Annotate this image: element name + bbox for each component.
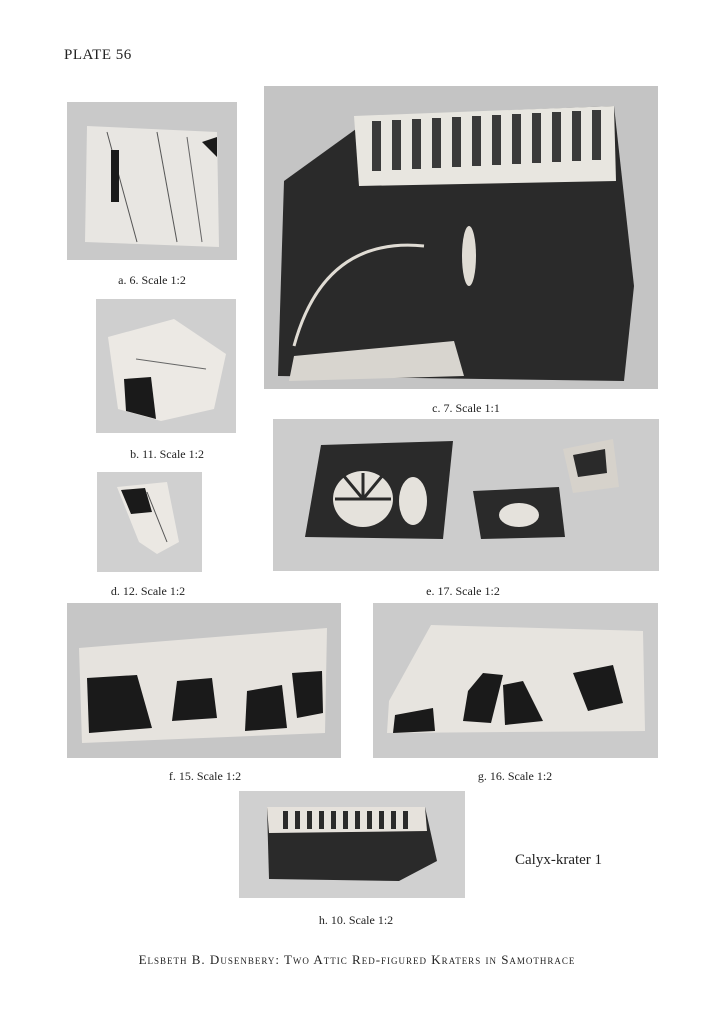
photo-fragment-g — [373, 603, 658, 758]
object-label: Calyx-krater 1 — [515, 852, 603, 868]
caption-f: f. 15. Scale 1:2 — [168, 769, 242, 783]
fragment-d-image — [97, 472, 202, 572]
caption-b: b. 11. Scale 1:2 — [130, 447, 204, 461]
photo-fragment-b — [96, 299, 236, 433]
caption-e: e. 17. Scale 1:2 — [426, 584, 500, 598]
caption-c: c. 7. Scale 1:1 — [432, 401, 500, 415]
photo-fragment-e — [273, 419, 659, 571]
fragment-h-image — [239, 791, 465, 898]
caption-h: h. 10. Scale 1:2 — [318, 913, 394, 927]
fragment-f-image — [67, 603, 341, 758]
photo-fragment-f — [67, 603, 341, 758]
photo-fragment-c — [264, 86, 658, 389]
caption-a: a. 6. Scale 1:2 — [118, 273, 186, 287]
plate-number: PLATE 56 — [64, 47, 132, 63]
caption-g: g. 16. Scale 1:2 — [477, 769, 553, 783]
caption-d: d. 12. Scale 1:2 — [110, 584, 186, 598]
fragment-e-image — [273, 419, 659, 571]
page-footer-title: Elsbeth B. Dusenbery: Two Attic Red-figured Kraters in Samothrace — [138, 952, 576, 967]
fragment-b-image — [96, 299, 236, 433]
fragment-c-image — [264, 86, 658, 389]
fragment-g-image — [373, 603, 658, 758]
fragment-a-image — [67, 102, 237, 260]
photo-fragment-h — [239, 791, 465, 898]
photo-fragment-a — [67, 102, 237, 260]
photo-fragment-d — [97, 472, 202, 572]
